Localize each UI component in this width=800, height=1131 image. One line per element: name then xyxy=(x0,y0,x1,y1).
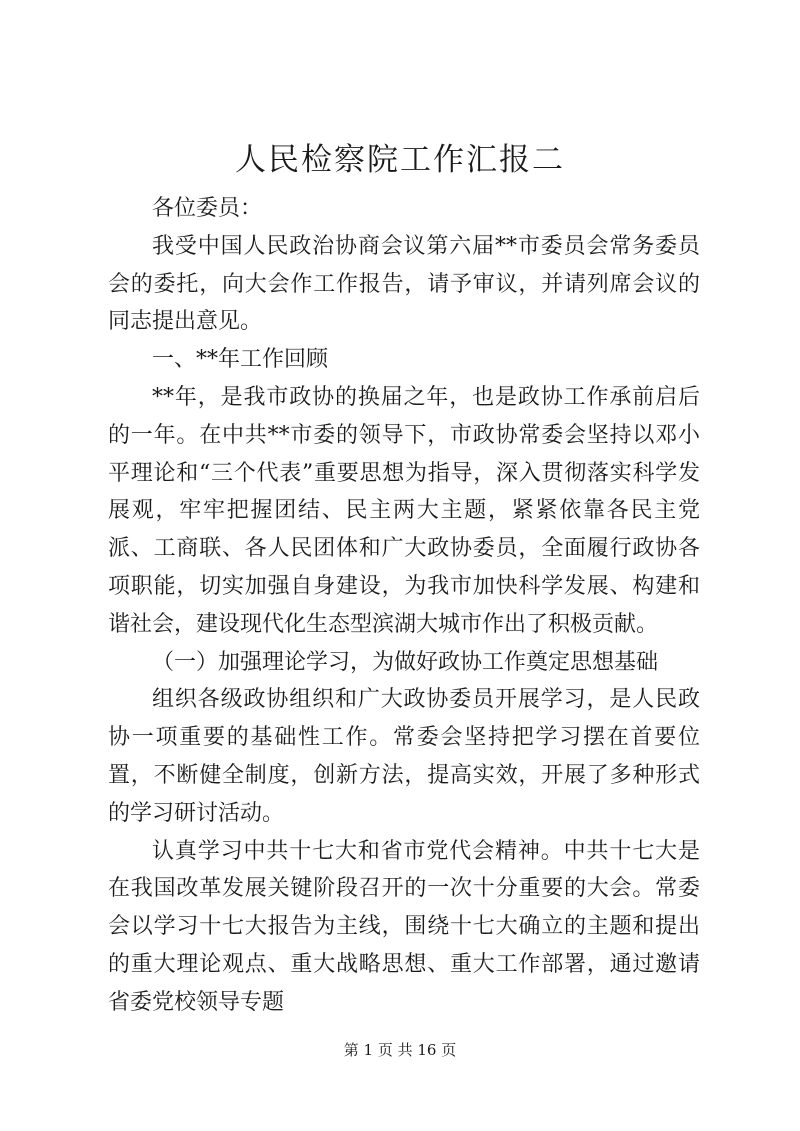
section-heading-1: 一、**年工作回顾 xyxy=(152,347,329,373)
document-body xyxy=(108,190,700,1022)
study-paragraph: 组织各级政协组织和广大政协委员开展学习，是人民政协一项重要的基础性工作。常委会坚持把学习摆在首要位置，不断健全制度，创新方法，提高实效，开展了多种形式的学习研讨活动。 xyxy=(108,687,700,826)
review-paragraph: **年，是我市政协的换届之年，也是政协工作承前启后的一年。在中共**市委的领导下，市政协常委会坚持以邓小平理论和“三个代表”重要思想为指导，深入贯彻落实科学发展观，牢牢把握团结、民主两大主题，紧紧依靠各民主党派、工商联、各人民团体和广大政协委员，全面履行政协各项职能，切实加强自身建设，为我市加快科学发展、构建和谐社会，建设现代化生态型滨湖大城市作出了积极贡献。 xyxy=(108,384,700,637)
subsection-heading-1: （一）加强理论学习，为做好政协工作奠定思想基础 xyxy=(152,649,659,675)
congress-paragraph: 认真学习中共十七大和省市党代会精神。中共十七大是在我国改革发展关键阶段召开的一次十分重要的大会。常委会以学习十七大报告为主线，围绕十七大确立的主题和提出的重大理论观点、重大战略思想、重大工作部署，通过邀请省委党校领导专题 xyxy=(108,838,700,1015)
salutation-paragraph: 各位委员： xyxy=(152,196,263,221)
intro-paragraph: 我受中国人民政治协商会议第六届**市委员会常务委员会的委托，向大会作工作报告，请予审议，并请列席会议的同志提出意见。 xyxy=(108,233,700,335)
document-title: 人民检察院工作汇报二 xyxy=(235,142,565,178)
page-number-footer: 第 1 页 共 16 页 xyxy=(343,1041,457,1059)
